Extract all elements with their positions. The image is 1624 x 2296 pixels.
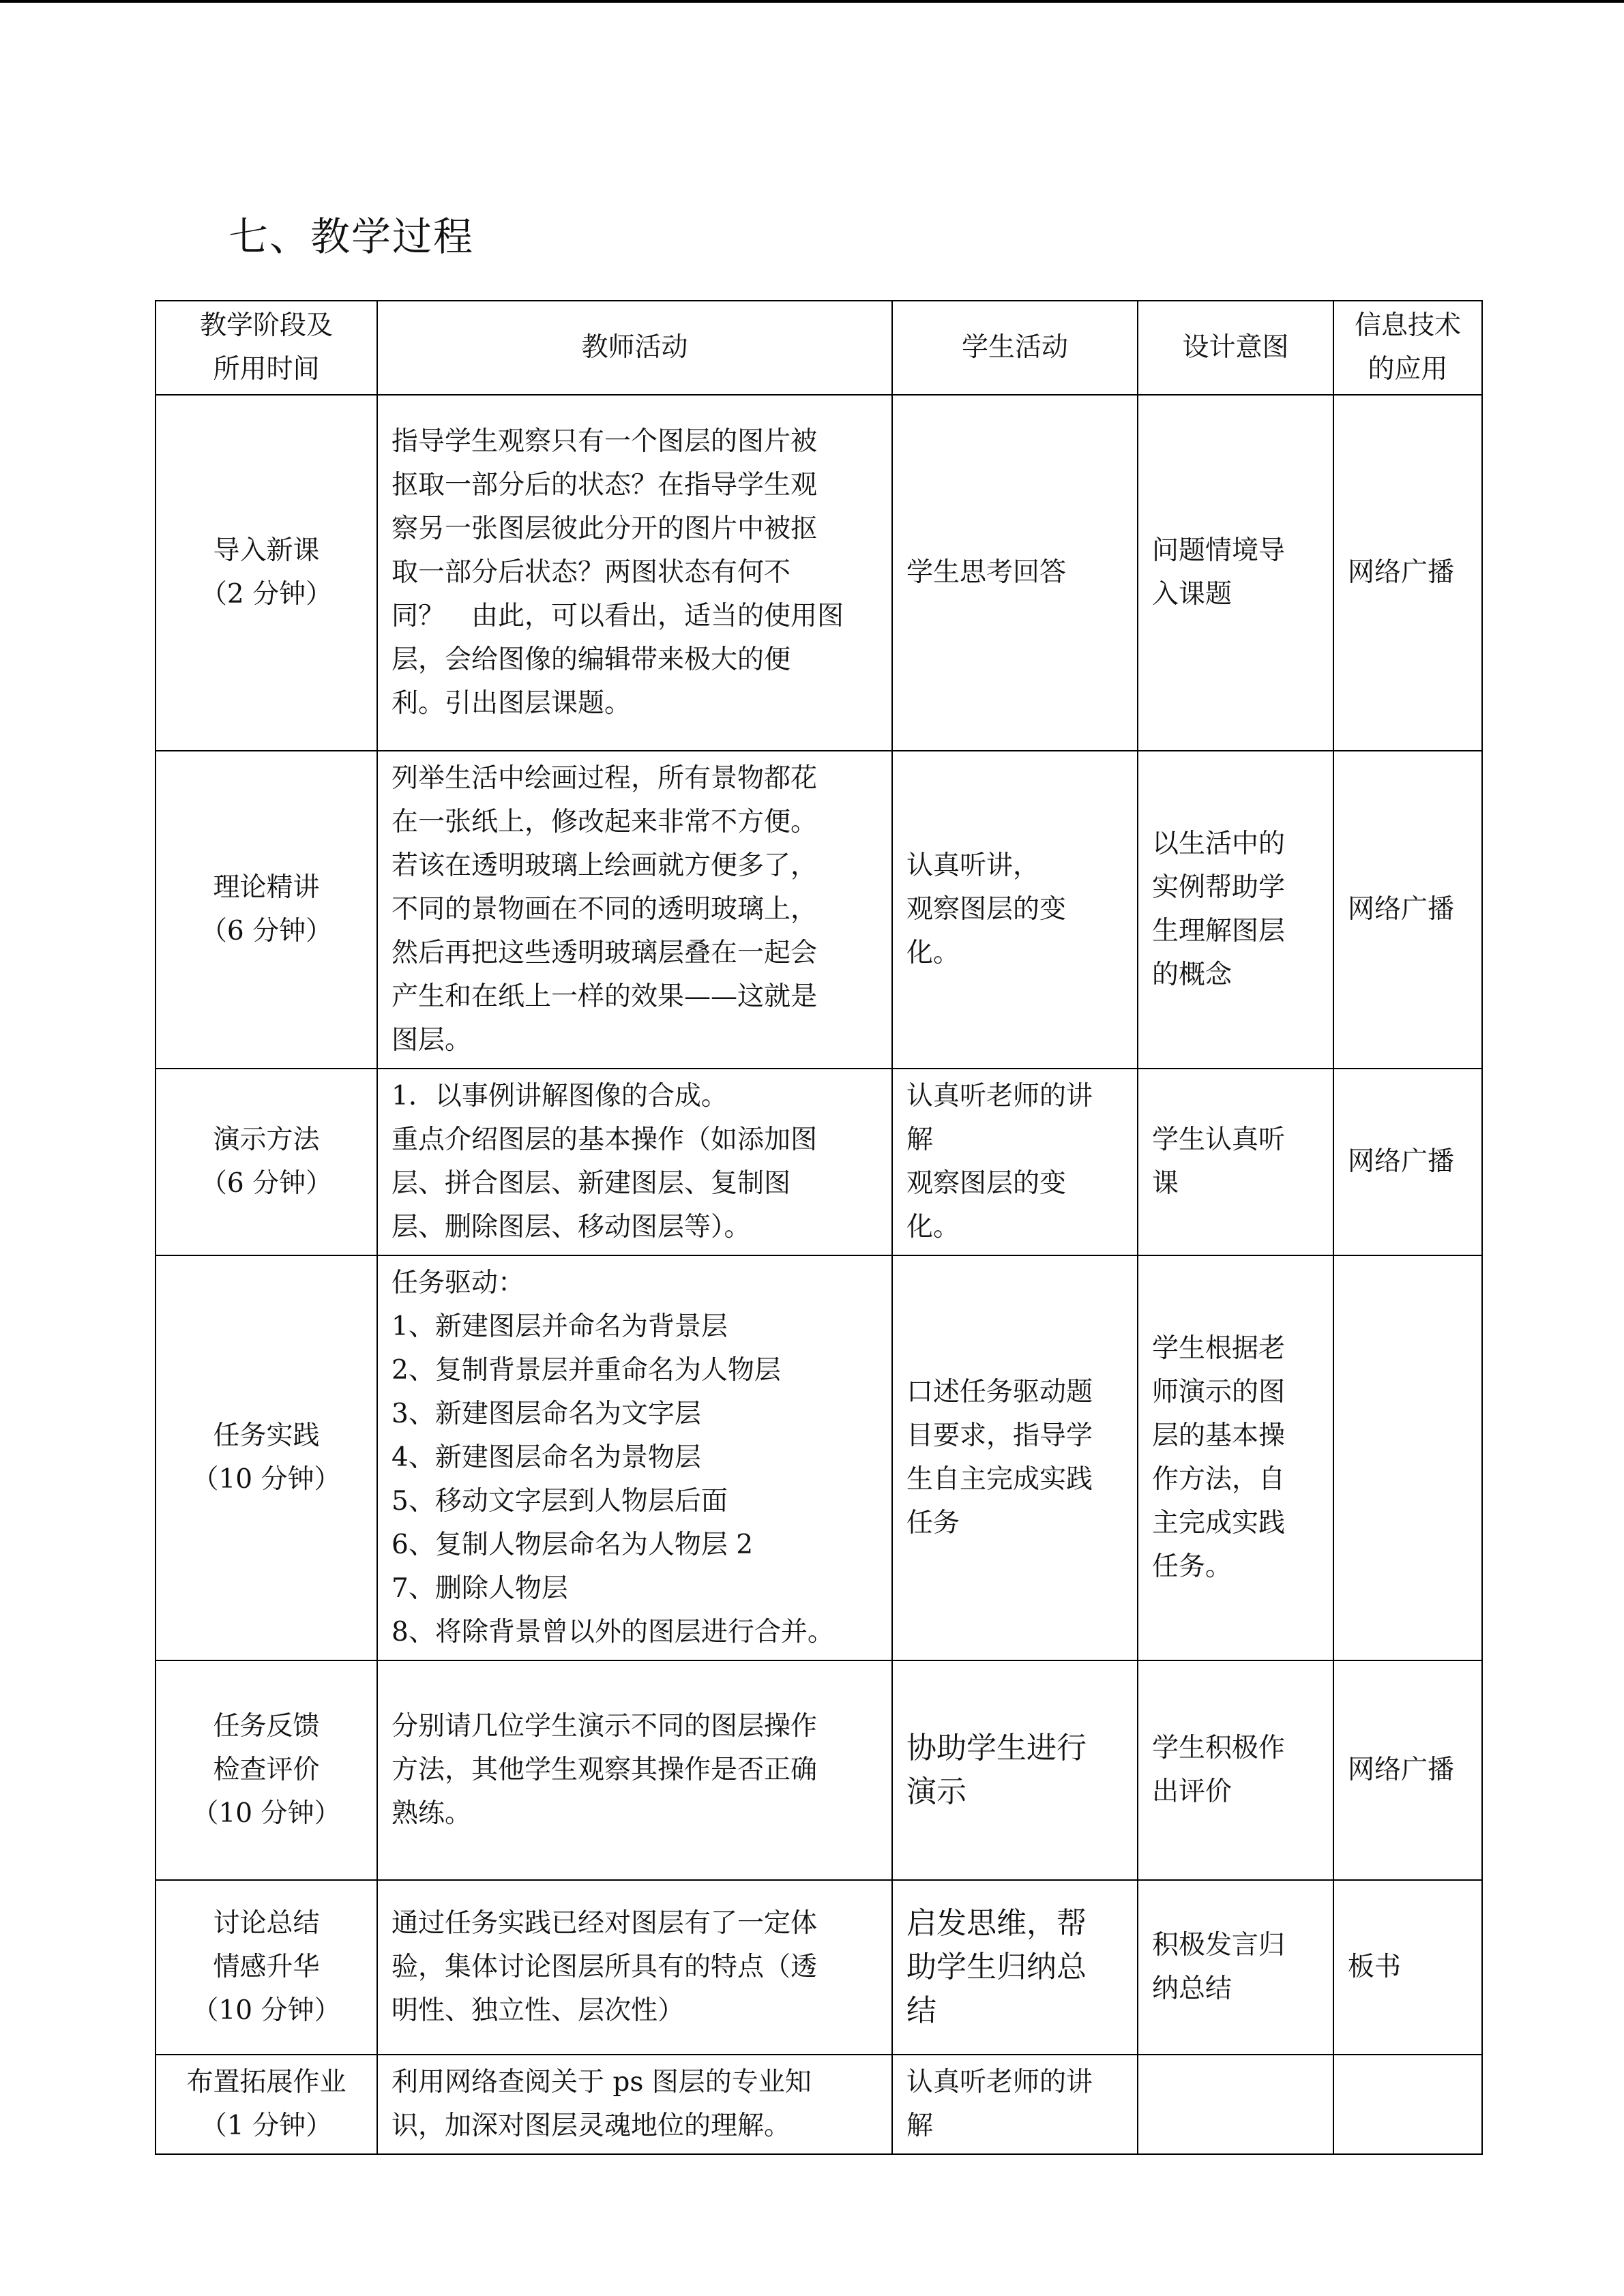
teacher-activity-cell: 1．以事例讲解图像的合成。 重点介绍图层的基本操作（如添加图 层、拼合图层、新建图层、复制图 层、删除图层、移动图层等）。: [377, 1069, 892, 1255]
table-row: [156, 1255, 1482, 1660]
design-intent-cell: 以生活中的 实例帮助学 生理解图层 的概念: [1138, 751, 1333, 1069]
design-intent-cell: 学生根据老 师演示的图 层的基本操 作方法，自 主完成实践 任务。: [1138, 1255, 1333, 1660]
stage-cell: 理论精讲 （6 分钟）: [156, 751, 377, 1069]
tech-application-cell: 网络广播: [1333, 751, 1482, 1069]
teacher-activity-cell: 指导学生观察只有一个图层的图片被 抠取一部分后的状态？在指导学生观 察另一张图层彼此分开的图片中被抠 取一部分后状态？两图状态有何不 同？ 由此，可以看出，适当的使用图 层，会给图像的编辑带来极大的便 利。引出图层课题。: [377, 395, 892, 751]
header-teacher-activity: 教师活动: [377, 301, 892, 395]
tech-application-cell: 网络广播: [1333, 1660, 1482, 1880]
tech-application-cell: [1333, 2055, 1482, 2154]
student-activity-cell: 口述任务驱动题 目要求，指导学 生自主完成实践 任务: [892, 1255, 1138, 1660]
stage-cell: 导入新课 （2 分钟）: [156, 395, 377, 751]
teacher-activity-cell: 利用网络查阅关于 ps 图层的专业知 识，加深对图层灵魂地位的理解。: [377, 2055, 892, 2154]
header-tech-application: 信息技术 的应用: [1333, 301, 1482, 395]
student-activity-cell: 学生思考回答: [892, 395, 1138, 751]
tech-application-cell: 网络广播: [1333, 1069, 1482, 1255]
teacher-activity-cell: 分别请几位学生演示不同的图层操作 方法，其他学生观察其操作是否正确 熟练。: [377, 1660, 892, 1880]
tech-application-cell: [1333, 1255, 1482, 1660]
header-stage: 教学阶段及 所用时间: [156, 301, 377, 395]
design-intent-cell: 问题情境导 入课题: [1138, 395, 1333, 751]
top-border-line: [0, 0, 1624, 3]
section-title: 七、教学过程: [228, 213, 475, 260]
table-row: [156, 2055, 1482, 2154]
student-activity-cell: 认真听讲， 观察图层的变 化。: [892, 751, 1138, 1069]
stage-cell: 任务实践 （10 分钟）: [156, 1255, 377, 1660]
table-header-row: [156, 301, 1482, 395]
tech-application-cell: 板书: [1333, 1880, 1482, 2055]
design-intent-cell: 学生积极作 出评价: [1138, 1660, 1333, 1880]
table-row: [156, 1069, 1482, 1255]
teaching-process-table: [155, 300, 1483, 2155]
header-student-activity: 学生活动: [892, 301, 1138, 395]
stage-cell: 任务反馈 检查评价 （10 分钟）: [156, 1660, 377, 1880]
design-intent-cell: [1138, 2055, 1333, 2154]
design-intent-cell: 积极发言归 纳总结: [1138, 1880, 1333, 2055]
student-activity-cell: 认真听老师的讲 解 观察图层的变 化。: [892, 1069, 1138, 1255]
teacher-activity-cell: 任务驱动： 1、新建图层并命名为背景层 2、复制背景层并重命名为人物层 3、新建图层命名为文字层 4、新建图层命名为景物层 5、移动文字层到人物层后面 6、复制人物层命名为人物层 2 7、删除人物层 8、将除背景曾以外的图层进行合并。: [377, 1255, 892, 1660]
table-row: [156, 1660, 1482, 1880]
header-design-intent: 设计意图: [1138, 301, 1333, 395]
teacher-activity-cell: 列举生活中绘画过程，所有景物都花 在一张纸上，修改起来非常不方便。 若该在透明玻璃上绘画就方便多了， 不同的景物画在不同的透明玻璃上， 然后再把这些透明玻璃层叠在一起会 产生和在纸上一样的效果——这就是 图层。: [377, 751, 892, 1069]
student-activity-cell: 协助学生进行 演示: [892, 1660, 1138, 1880]
teacher-activity-cell: 通过任务实践已经对图层有了一定体 验，集体讨论图层所具有的特点（透 明性、独立性、层次性）: [377, 1880, 892, 2055]
table-row: [156, 395, 1482, 751]
table-row: [156, 1880, 1482, 2055]
table-row: [156, 751, 1482, 1069]
stage-cell: 讨论总结 情感升华 （10 分钟）: [156, 1880, 377, 2055]
stage-cell: 演示方法 （6 分钟）: [156, 1069, 377, 1255]
student-activity-cell: 启发思维，帮 助学生归纳总 结: [892, 1880, 1138, 2055]
tech-application-cell: 网络广播: [1333, 395, 1482, 751]
stage-cell: 布置拓展作业 （1 分钟）: [156, 2055, 377, 2154]
student-activity-cell: 认真听老师的讲 解: [892, 2055, 1138, 2154]
design-intent-cell: 学生认真听 课: [1138, 1069, 1333, 1255]
